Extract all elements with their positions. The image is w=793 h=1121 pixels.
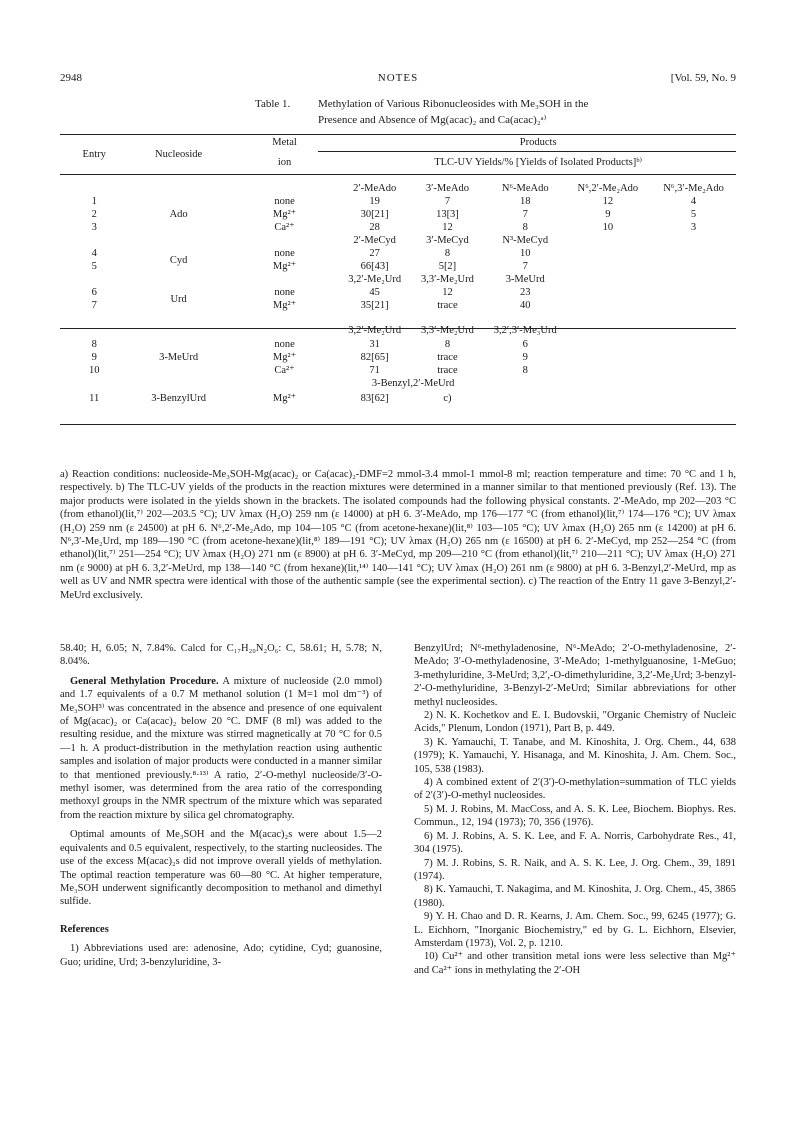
page-header [60, 72, 736, 88]
value-cell: 12 [602, 196, 614, 207]
value-cell: 9 [522, 352, 528, 363]
entry-cell: 7 [91, 300, 97, 311]
left-column [60, 642, 382, 969]
col-yields: TLC-UV Yields/% [Yields of Isolated Products]ᵇ⁾ [434, 157, 643, 168]
product-name: 3,2′-Me₂Urd [348, 274, 402, 285]
nucleoside-cell: 3-BenzylUrd [151, 393, 207, 404]
table-caption [60, 98, 736, 128]
product-name: N³-MeCyd [502, 235, 549, 246]
methylation-table [60, 134, 736, 407]
value-cell: 13[3] [436, 209, 459, 220]
table-row [60, 195, 736, 208]
nucleoside-cell: 3-MeUrd [159, 352, 199, 363]
ion-cell: Mg²⁺ [272, 209, 297, 220]
product-name: 3,3′-Me₂Urd [420, 324, 474, 336]
reference-item: 2) N. K. Kochetkov and E. I. Budovskii, "Organic Chemistry of Nucleic Acids," Plenum, London (1971), Part B, p. 449. [414, 710, 736, 735]
entry-cell: 3 [91, 222, 97, 233]
ion-cell: none [274, 196, 295, 207]
nucleoside-cell: Cyd [169, 254, 188, 266]
ado-product-header [60, 182, 736, 195]
value-cell: 40 [519, 300, 531, 311]
table-row [60, 208, 736, 221]
product-name: N⁶,2′-Me₂Ado [577, 183, 639, 194]
value-cell: 6 [522, 339, 528, 350]
value-cell: 27 [369, 248, 380, 259]
product-name: 3,3′-Me₂Urd [420, 274, 474, 285]
page-number: 2948 [60, 72, 82, 84]
col-entry: Entry [82, 148, 106, 160]
value-cell: 7 [522, 209, 528, 220]
value-cell: 12 [442, 222, 453, 233]
reference-item: 7) M. J. Robins, S. R. Naik, and A. S. K. Lee, J. Org. Chem., 39, 1891 (1974). [414, 857, 736, 882]
value-cell: 28 [369, 222, 380, 233]
table-row [60, 338, 736, 351]
value-cell: 8 [444, 248, 451, 259]
value-cell: 71 [369, 365, 380, 376]
table-row [60, 351, 736, 364]
value-cell: 10 [519, 248, 531, 259]
ion-cell: Ca²⁺ [274, 365, 295, 376]
value-cell: 7 [444, 196, 451, 207]
reference-item: 10) Cu²⁺ and other transition metal ions were less selective than Mg²⁺ and Ca²⁺ ions in methylating the 2′-OH [414, 951, 736, 976]
table-caption-line1: Methylation of Various Ribonucleosides with Me₃SOH in the [318, 98, 589, 110]
cyd-product-header [60, 234, 736, 247]
product-name: 2′-MeAdo [353, 183, 397, 194]
col-metal-ion: ion [277, 157, 292, 168]
col-nucleoside: Nucleoside [154, 148, 203, 160]
table-row [60, 286, 736, 299]
value-cell: 35[21] [360, 300, 389, 311]
ion-cell: Mg²⁺ [272, 300, 297, 311]
value-cell: 66[43] [360, 261, 389, 272]
table-bottom-rule [60, 424, 736, 425]
value-cell: 8 [444, 339, 451, 350]
reference-item: 3) K. Yamauchi, T. Tanabe, and M. Kinoshita, J. Org. Chem., 44, 638 (1979); K. Yamauchi, Y. Hisanaga, and M. Kinoshita, J. Am. Chem. Soc., 105, 538 (1983). [414, 736, 736, 775]
ion-cell: none [274, 248, 295, 259]
value-cell: trace [437, 365, 458, 376]
ion-cell: Ca²⁺ [274, 222, 295, 233]
value-cell: 3 [690, 222, 697, 233]
entry-cell: 6 [91, 287, 97, 298]
product-name: 3,2′-Me₂Urd [348, 324, 402, 336]
ion-cell: none [274, 339, 295, 350]
reference-item: BenzylUrd; N⁶-methyladenosine, N⁶-MeAdo; 2′-O-methyladenosine, 2′-MeAdo; 3′-O-methyladenosine, 3′-MeAdo; 1-methylguanosine, 1-MeGuo; 3-methyluridine, 3-MeUrd; 3,2′,-O-dimethyluridine, 3,2′-Me₂Urd; 3-benzyl-2′-O-methyluridine, 3-Benzyl-2′-MeUrd; Similar abbreviations for other methyl nucleosides. [414, 643, 736, 708]
value-cell: 19 [369, 196, 380, 207]
nucleoside-cell: Ado [169, 209, 188, 220]
value-cell: 5 [690, 209, 697, 220]
product-name: 2′-MeCyd [353, 235, 396, 246]
urd-product-header [60, 273, 736, 286]
entry-cell: 8 [91, 339, 97, 350]
entry-cell: 9 [91, 352, 97, 363]
value-cell: trace [437, 300, 458, 311]
product-name: 3,2′,3′-Me₃Urd [493, 324, 557, 336]
footnote-text: a) Reaction conditions: nucleoside-Me₃SOH-Mg(acac)₂ or Ca(acac)₂-DMF=2 mmol-3.4 mmol-1 mmol-8 ml; reaction temperature and time: 70 °C and 1 h, respectively. b) The TLC-UV yields of the products in the reaction mixtures were determined in a manner similar to that mentioned previously (Ref. 13). The major products were isolated in the yields shown in the brackets. The isolated compounds had the following physical constants. 2′-MeAdo, mp 202—203 °C (from ethanol)(lit,⁷⁾ 202—203.5 °C); UV λmax (H₂O) 259 nm (ε 14000) at pH 6. 3′-MeAdo, mp 176—177 °C (from ethanol)(lit,⁷⁾ 174—176 °C); UV λmax (H₂O) 259 nm (ε 24500) at pH 6. N⁶,2′-Me₂Ado, mp 104—105 °C (from acetone-hexane)(lit,⁸⁾ 103—105 °C); UV λmax (H₂O) 265 nm (ε 14200) at pH 6. N⁶,3′-Me₂Urd, mp 189—190 °C (from acetone-hexane)(lit,⁸⁾ 189—191 °C); UV λmax (H₂O) 265 nm (ε 16500) at pH 6. 2′-MeCyd, mp 252—254 °C (from ethanol)(lit,⁷⁾ 251—254 °C); UV λmax (H₂O) 271 nm (ε 8900) at pH 6. 3′-MeCyd, mp 209—210 °C (from ethanol)(lit,⁷⁾ 210—211 °C); UV λmax (H₂O) 271 nm (ε 9000) at pH 6. 3,2′-MeUrd, mp 138—140 °C (from hexane)(lit,¹⁴⁾ 140—141 °C); UV λmax (H₂O) 261 nm (ε 9800) at pH 6. 3-Benzyl,2′-MeUrd, mp as well as UV and NMR spectra were identical with those of the authentic sample (see the experimental section). c) The reaction of the Entry 11 gave 3-Benzyl,2′-MeUrd exclusively. [60, 469, 736, 601]
optimal-amounts-paragraph: Optimal amounts of Me₃SOH and the M(acac)₂s were about 1.5—2 equivalents and 0.5 equivalent, respectively, to the starting nucleosides. The use of the excess M(acac)₂s did not improve overall yields of methylation. The optimal reaction temperature was 60—80 °C. At higher temperature, Me₃SOH underwent significantly decomposition to methanol and dimethyl sulfide. [60, 829, 382, 908]
entry-cell: 11 [89, 393, 100, 404]
product-name: 3′-MeAdo [425, 183, 469, 194]
table-row [60, 390, 736, 407]
section-title: NOTES [377, 72, 419, 84]
nucleoside-cell: Urd [170, 293, 187, 305]
value-cell: 82[65] [360, 352, 389, 363]
ion-cell: none [274, 287, 295, 298]
value-cell: c) [443, 393, 452, 404]
value-cell: 4 [690, 196, 697, 207]
analysis-line: 58.40; H, 6.05; N, 7.84%. Calcd for C₁₇H₂₀N₂O₆: C, 58.61; H, 5.78; N, 8.04%. [60, 643, 382, 668]
ion-cell: Mg²⁺ [272, 352, 297, 363]
table-caption-line2: Presence and Absence of Mg(acac)₂ and Ca(acac)₂ᵃ⁾ [318, 114, 547, 126]
value-cell: 10 [602, 222, 614, 233]
value-cell: 9 [605, 209, 611, 220]
product-name: 3-MeUrd [505, 274, 545, 285]
table-caption-label: Table 1. [255, 98, 291, 110]
entry-cell: 1 [91, 196, 97, 207]
entry-cell: 4 [91, 248, 97, 259]
value-cell: 30[21] [360, 209, 389, 220]
table-row [60, 364, 736, 377]
reference-item: 8) K. Yamauchi, T. Nakagima, and M. Kinoshita, J. Org. Chem., 45, 3865 (1980). [414, 884, 736, 909]
methylation-procedure [60, 675, 382, 822]
benzyl-product-header [60, 377, 736, 390]
entry-cell: 2 [91, 209, 97, 220]
product-name: 3′-MeCyd [426, 235, 469, 246]
entry-cell: 5 [91, 261, 97, 272]
col-metal: Metal [272, 137, 297, 148]
table-footnotes [60, 468, 736, 602]
product-name: N⁶,3′-Me₂Ado [663, 183, 724, 194]
reference-item: 9) Y. H. Chao and D. R. Kearns, J. Am. Chem. Soc., 99, 6245 (1977); G. L. Eichhorn, "Inorganic Biochemistry," ed by G. L. Eichhorn, Elsevier, Amsterdam (1973), Vol. 2, p. 1210. [414, 911, 736, 949]
entry-cell: 10 [88, 365, 100, 376]
references-heading: References [60, 923, 109, 935]
reference-item: 1) Abbreviations used are: adenosine, Ado; cytidine, Cyd; guanosine, Guo; uridine, Urd; 3-benzyluridine, 3- [60, 943, 382, 968]
value-cell: 23 [519, 287, 531, 298]
value-cell: 8 [522, 365, 528, 376]
procedure-title: General Methylation Procedure. [70, 675, 219, 687]
value-cell: 12 [442, 287, 453, 298]
value-cell: 83[62] [360, 393, 389, 404]
right-column [414, 642, 736, 977]
table-row [60, 221, 736, 234]
value-cell: trace [437, 352, 458, 363]
ion-cell: Mg²⁺ [272, 393, 297, 404]
reference-item: 4) A combined extent of 2′(3′)-O-methylation=summation of TLC yields of 2′(3′)-O-methyl nucleosides. [414, 777, 736, 802]
reference-item: 6) M. J. Robins, A. S. K. Lee, and F. A. Norris, Carbohydrate Res., 41, 304 (1975). [414, 830, 736, 856]
value-cell: 7 [522, 261, 528, 272]
value-cell: 5[2] [438, 261, 457, 272]
ion-cell: Mg²⁺ [272, 261, 297, 272]
volume-label: [Vol. 59, No. 9 [670, 72, 736, 84]
product-name: N⁶-MeAdo [501, 183, 549, 194]
reference-item: 5) M. J. Robins, M. MacCoss, and A. S. K. Lee, Biochem. Biophys. Res. Commun., 12, 194 (1973); 70, 356 (1976). [414, 803, 736, 829]
product-name: 3-Benzyl,2′-MeUrd [371, 378, 455, 389]
value-cell: 45 [369, 287, 380, 298]
col-products: Products [519, 137, 557, 148]
value-cell: 18 [519, 196, 531, 207]
value-cell: 8 [522, 222, 528, 233]
procedure-text: A mixture of nucleoside (2.0 mmol) and 1.7 equivalents of a 0.7 M methanol solution (1 M=1 mol dm⁻³) of Me₃SOH³⁾ was concentrated in the absence and presence of one equivalent of Mg(acac)₂ or Ca(acac)₂ below 20 °C. DMF (8 ml) was added to the resulting residue, and the mixture was stirred magnetically at 70 °C for 0.5—1 h. A product-distribution in the methylation reaction using authentic samples and isolation of major products were conducted in a manner similar to that mentioned previously.⁸·¹³⁾ A ratio, 2′-O-methyl nucleoside/3′-O-methyl isomer, was determined from the area ratio of the corresponding methoxyl groups in the NMR spectrum of the mixture which was separated from the reaction mixture by silica gel chromatography. [60, 675, 383, 821]
value-cell: 31 [369, 339, 380, 350]
table-row [60, 247, 736, 260]
meurd-product-header [60, 322, 736, 338]
